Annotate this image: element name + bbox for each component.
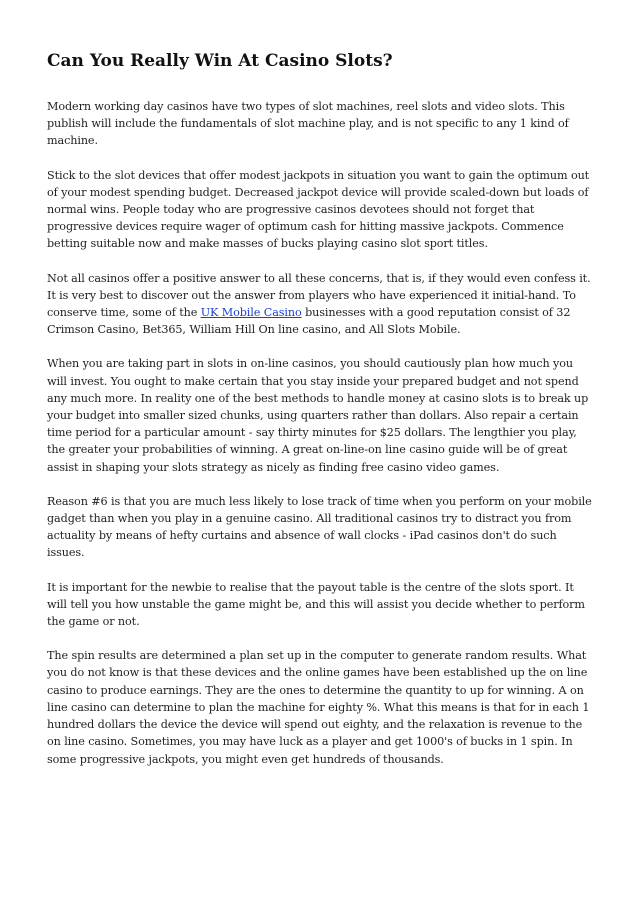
- document-page: [47, 50, 595, 785]
- paragraph-3-before-link: Not all casinos offer a positive answer to all these concerns, that is, if they would even confess it. It is very best to discover out the answer from players who have experienced it initial-hand. To conserve time, some of the: [47, 271, 591, 320]
- paragraph-3: [47, 270, 595, 339]
- paragraph-3-after-link: businesses with a good reputation consist of 32 Crimson Casino, Bet365, William Hill On line casino, and All Slots Mobile.: [47, 306, 571, 337]
- paragraph-2: Stick to the slot devices that offer modest jackpots in situation you want to gain the optimum out of your modest spending budget. Decreased jackpot device will provide scaled-down but loads of normal wins. People today who are progressive casinos devotees should not forget that progressive devices require wager of optimum cash for hitting massive jackpots. Commence betting suitable now and make masses of bucks playing casino slot sport titles.: [47, 168, 590, 251]
- paragraph-7: The spin results are determined a plan set up in the computer to generate random results. What you do not know is that these devices and the online games have been established up the on line casino to produce earnings. They are the ones to determine the quantity to up for winning. A on line casino can determine to plan the machine for eighty %. What this means is that for in each 1 hundred dollars the device the device will spend out eighty, and the relaxation is revenue to the on line casino. Sometimes, you may have luck as a player and get 1000's of bucks in 1 spin. In some progressive jackpots, you might even get hundreds of thousands.: [47, 649, 590, 766]
- page-title: Can You Really Win At Casino Slots?: [47, 51, 393, 71]
- uk-mobile-casino-link[interactable]: UK Mobile Casino: [200, 306, 302, 320]
- paragraph-1: Modern working day casinos have two types of slot machines, reel slots and video slots. This publish will include the fundamentals of slot machine play, and is not specific to any 1 kind of machine.: [47, 100, 569, 148]
- paragraph-4: When you are taking part in slots in on-line casinos, you should cautiously plan how much you will invest. You ought to make certain that you stay inside your prepared budget and not spend any much more. In reality one of the best methods to handle money at casino slots is to break up your budget into smaller sized chunks, using quarters rather than dollars. Also repair a certain time period for a particular amount - say thirty minutes for $25 dollars. The lengthier you play, the greater your probabilities of winning. A great on-line-on line casino guide will be of great assist in shaping your slots strategy as nicely as finding free casino video games.: [47, 357, 589, 474]
- paragraph-5: Reason #6 is that you are much less likely to lose track of time when you perform on your mobile gadget than when you play in a genuine casino. All traditional casinos try to distract you from actuality by means of hefty curtains and absence of wall clocks - iPad casinos don't do such issues.: [47, 494, 592, 560]
- paragraph-6: It is important for the newbie to realise that the payout table is the centre of the slots sport. It will tell you how unstable the game might be, and this will assist you decide whether to perform the game or not.: [47, 580, 585, 629]
